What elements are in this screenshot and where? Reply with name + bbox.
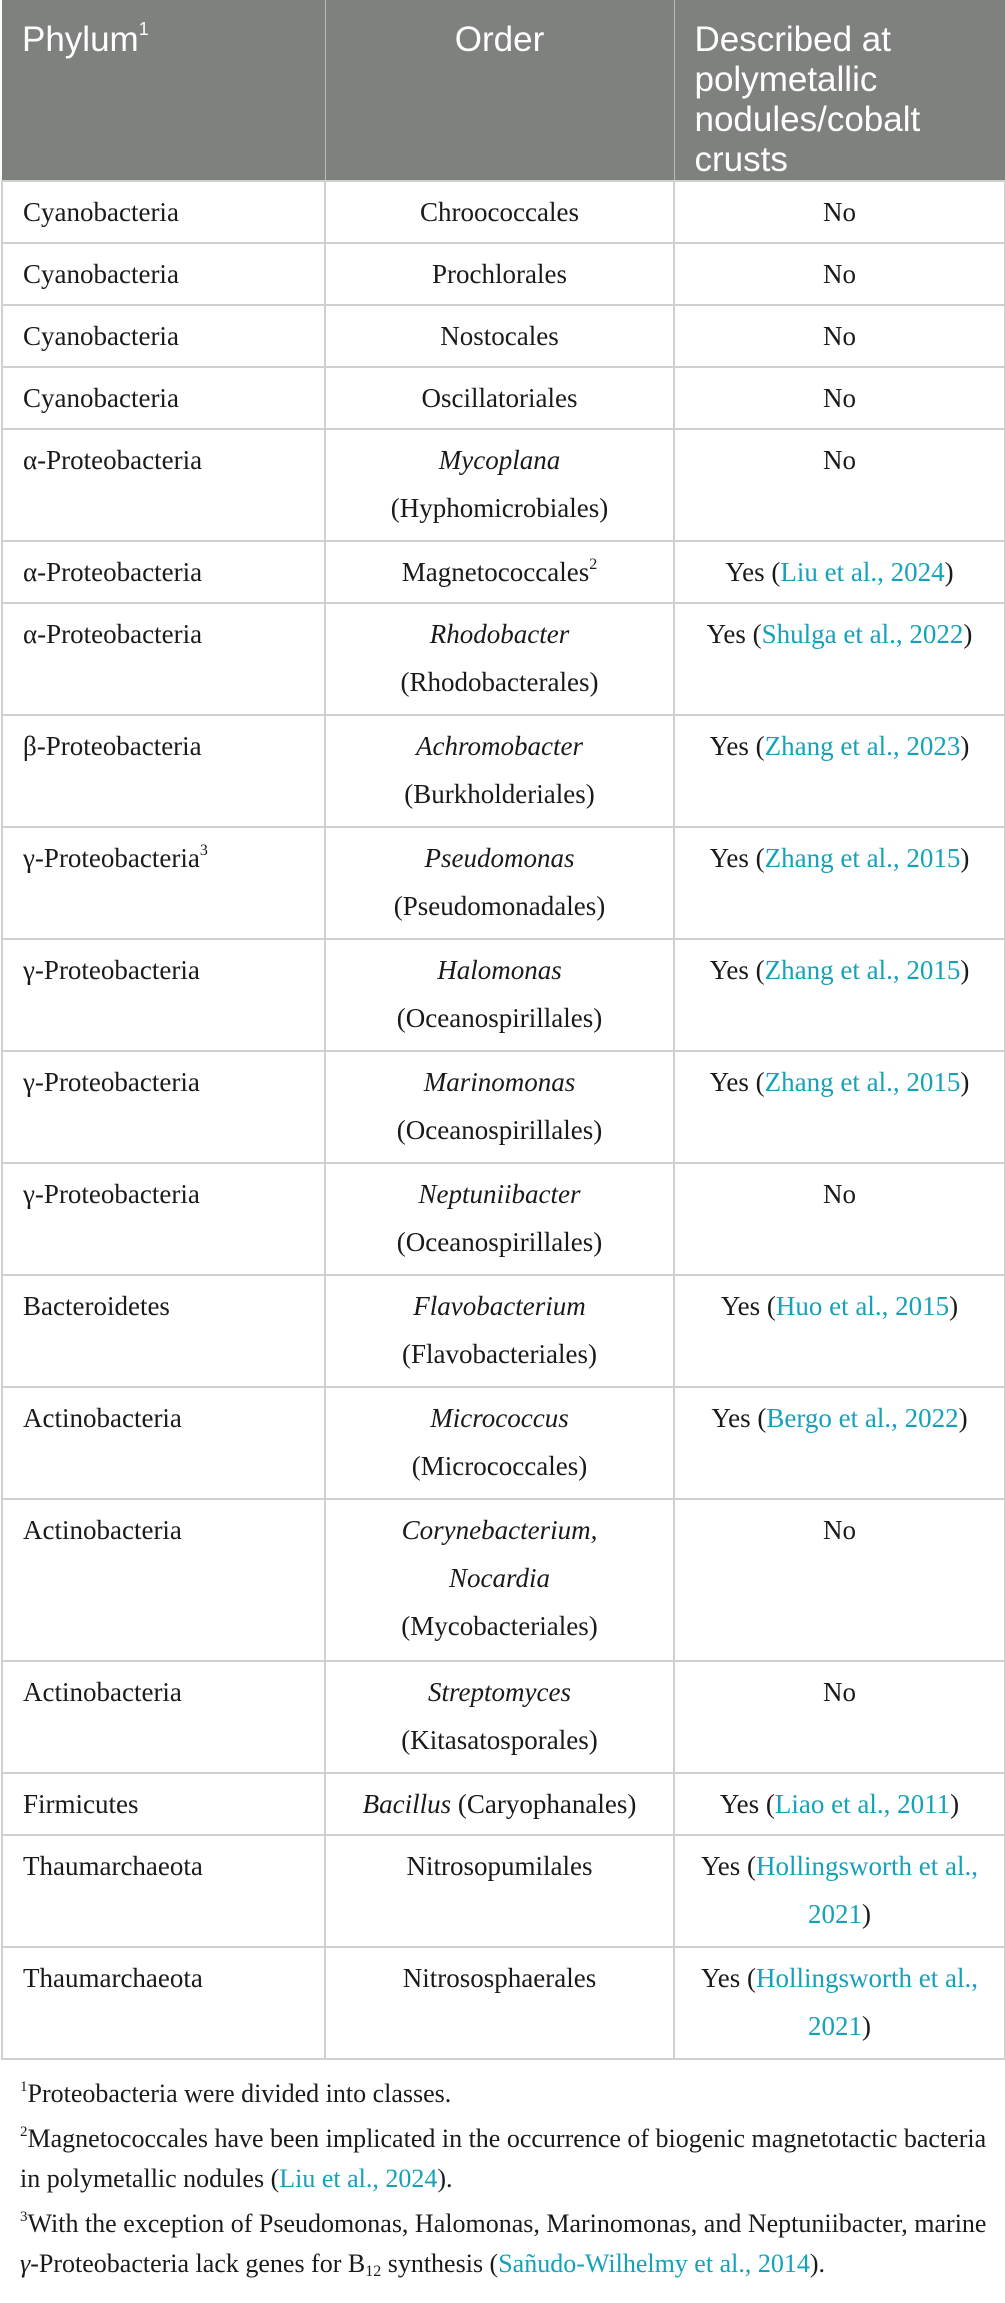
status-cell: No	[674, 1163, 1005, 1275]
status-cell: Yes (Zhang et al., 2015)	[674, 1051, 1005, 1163]
citation-link[interactable]: Hollingsworth et al.,	[756, 1963, 979, 1993]
order-name: (Rhodobacterales)	[400, 667, 599, 697]
citation-link[interactable]: Zhang et al., 2015	[764, 1067, 961, 1097]
table-row	[2, 1499, 1005, 1661]
phylum-cell: γ-Proteobacteria$^3$	[2, 827, 325, 939]
genus-name: Bacillus	[362, 1789, 452, 1819]
footnote-3: $^3$With the exception of Pseudomonas, Halomonas, Marinomonas, and Neptuniibacter, marine γ-Proteobacteria lack genes for $B_{12}$ synthesis (Sañudo-Wilhelmy et al., 2014).	[20, 2209, 987, 2280]
status-cell: No	[674, 1661, 1005, 1773]
status-cell: No	[674, 367, 1005, 429]
genus-name: Corynebacterium,	[401, 1515, 598, 1545]
order-cell: Chroococcales	[325, 181, 674, 243]
genus-name: Pseudomonas	[424, 843, 575, 873]
status-cell: Yes (Zhang et al., 2015)	[674, 827, 1005, 939]
status-cell: Yes (Hollingsworth et al., 2021)	[674, 1835, 1005, 1947]
status-cell: Yes (Zhang et al., 2023)	[674, 715, 1005, 827]
header-phylum: Phylum$^1$	[2, 0, 325, 181]
status-cell: No	[674, 1499, 1005, 1661]
status-cell: Yes (Liu et al., 2024)	[674, 541, 1005, 603]
table-row	[2, 1163, 1005, 1275]
genus-name: Streptomyces	[428, 1677, 571, 1707]
phylum-cell: Bacteroidetes	[2, 1275, 325, 1387]
order-cell	[325, 1773, 674, 1835]
footnote-mark: 3	[199, 842, 208, 859]
citation-link[interactable]: Liao et al., 2011	[774, 1789, 951, 1819]
header-described: Described at polymetallic nodules/cobalt crusts	[674, 0, 1005, 181]
table-row	[2, 1275, 1005, 1387]
citation-link[interactable]: 2021	[808, 2011, 862, 2041]
table-row	[2, 541, 1005, 603]
phylum-cell: Cyanobacteria	[2, 367, 325, 429]
order-cell	[325, 1051, 674, 1163]
table-row	[2, 1051, 1005, 1163]
status-cell: Yes (Hollingsworth et al., 2021)	[674, 1947, 1005, 2059]
phylum-cell: Cyanobacteria	[2, 243, 325, 305]
phylum-cell: β-Proteobacteria	[2, 715, 325, 827]
order-name: (Flavobacteriales)	[402, 1339, 597, 1369]
order-cell	[325, 429, 674, 541]
order-cell	[325, 827, 674, 939]
genus-name: Flavobacterium	[413, 1291, 586, 1321]
genus-name: Nocardia	[449, 1563, 550, 1593]
order-cell	[325, 1275, 674, 1387]
phylum-cell: Actinobacteria	[2, 1499, 325, 1661]
citation-link[interactable]: Sañudo-Wilhelmy et al., 2014	[498, 2249, 810, 2278]
status-cell: Yes (Shulga et al., 2022)	[674, 603, 1005, 715]
table-row	[2, 1773, 1005, 1835]
order-name: (Kitasatosporales)	[401, 1725, 598, 1755]
status-cell: No	[674, 305, 1005, 367]
genus-name: Marinomonas	[423, 1067, 576, 1097]
order-cell	[325, 541, 674, 603]
citation-link[interactable]: Bergo et al., 2022	[766, 1403, 959, 1433]
table-row	[2, 827, 1005, 939]
phylum-cell: Firmicutes	[2, 1773, 325, 1835]
order-name: Magnetococcales	[401, 557, 590, 587]
phylum-cell: α-Proteobacteria	[2, 603, 325, 715]
table-row	[2, 1387, 1005, 1499]
phylum-cell: Actinobacteria	[2, 1387, 325, 1499]
footnote-mark: 1	[138, 19, 149, 39]
order-name: (Caryophanales)	[457, 1789, 637, 1819]
footnote-mark: 3	[20, 2209, 28, 2225]
table-row	[2, 939, 1005, 1051]
order-cell	[325, 1661, 674, 1773]
order-cell: Oscillatoriales	[325, 367, 674, 429]
phylum-cell: γ-Proteobacteria	[2, 1163, 325, 1275]
phylum-cell: α-Proteobacteria	[2, 429, 325, 541]
table-row	[2, 1947, 1005, 2059]
citation-link[interactable]: Zhang et al., 2015	[764, 843, 961, 873]
table-row	[2, 603, 1005, 715]
footnote-mark: 2	[20, 2124, 28, 2140]
status-cell: No	[674, 429, 1005, 541]
citation-link[interactable]: Shulga et al., 2022	[761, 619, 964, 649]
order-name: (Burkholderiales)	[404, 779, 595, 809]
order-cell	[325, 1499, 674, 1661]
bacteria-table	[1, 0, 1005, 2060]
order-name: (Mycobacteriales)	[401, 1611, 598, 1641]
status-cell: Yes (Zhang et al., 2015)	[674, 939, 1005, 1051]
table-footnotes	[0, 2060, 1005, 2284]
phylum-cell: γ-Proteobacteria	[2, 1051, 325, 1163]
table-row	[2, 1835, 1005, 1947]
phylum-cell: α-Proteobacteria	[2, 541, 325, 603]
order-cell	[325, 1163, 674, 1275]
order-cell: Nitrosopumilales	[325, 1835, 674, 1947]
citation-link[interactable]: Liu et al., 2024	[780, 557, 945, 587]
order-cell: Prochlorales	[325, 243, 674, 305]
citation-link[interactable]: Hollingsworth et al.,	[756, 1851, 979, 1881]
status-cell: Yes (Bergo et al., 2022)	[674, 1387, 1005, 1499]
order-cell	[325, 603, 674, 715]
genus-name: Achromobacter	[416, 731, 583, 761]
genus-name: Neptuniibacter	[418, 1179, 581, 1209]
order-name: (Oceanospirillales)	[396, 1227, 603, 1257]
table-row	[2, 429, 1005, 541]
order-cell: Nitrososphaerales	[325, 1947, 674, 2059]
genus-name: Micrococcus	[430, 1403, 569, 1433]
order-name: (Oceanospirillales)	[396, 1003, 603, 1033]
table-row	[2, 243, 1005, 305]
footnote-mark: 1	[20, 2079, 28, 2095]
table-row	[2, 305, 1005, 367]
citation-link[interactable]: 2021	[808, 1899, 862, 1929]
phylum-cell: γ-Proteobacteria	[2, 939, 325, 1051]
citation-link[interactable]: Liu et al., 2024	[279, 2164, 438, 2193]
footnote-mark: 2	[589, 556, 598, 573]
status-cell: No	[674, 181, 1005, 243]
order-cell: Nostocales	[325, 305, 674, 367]
order-name: (Hyphomicrobiales)	[390, 493, 609, 523]
header-order: Order	[325, 0, 674, 181]
status-cell: No	[674, 243, 1005, 305]
order-name: (Micrococcales)	[411, 1451, 588, 1481]
phylum-cell: Cyanobacteria	[2, 305, 325, 367]
phylum-cell: Actinobacteria	[2, 1661, 325, 1773]
table-row	[2, 1661, 1005, 1773]
footnote-1: $^1$Proteobacteria were divided into classes.	[20, 2079, 452, 2108]
table-header-row	[2, 0, 1005, 181]
genus-name: Rhodobacter	[429, 619, 570, 649]
genus-name: Mycoplana	[438, 445, 561, 475]
order-name: (Pseudomonadales)	[393, 891, 606, 921]
genus-name: Halomonas	[437, 955, 562, 985]
table-row	[2, 367, 1005, 429]
table-row	[2, 181, 1005, 243]
table-row	[2, 715, 1005, 827]
phylum-cell: Cyanobacteria	[2, 181, 325, 243]
order-cell	[325, 939, 674, 1051]
footnote-2: $^2$Magnetococcales have been implicated in the occurrence of biogenic magnetotactic bacteria in polymetallic nodules (Liu et al., 2024).	[20, 2124, 987, 2193]
order-name: (Oceanospirillales)	[396, 1115, 603, 1145]
status-cell: Yes (Liao et al., 2011)	[674, 1773, 1005, 1835]
phylum-cell: Thaumarchaeota	[2, 1835, 325, 1947]
order-cell	[325, 715, 674, 827]
citation-link[interactable]: Zhang et al., 2015	[764, 955, 961, 985]
status-cell: Yes (Huo et al., 2015)	[674, 1275, 1005, 1387]
order-cell	[325, 1387, 674, 1499]
citation-link[interactable]: Zhang et al., 2023	[764, 731, 961, 761]
citation-link[interactable]: Huo et al., 2015	[775, 1291, 950, 1321]
phylum-cell: Thaumarchaeota	[2, 1947, 325, 2059]
